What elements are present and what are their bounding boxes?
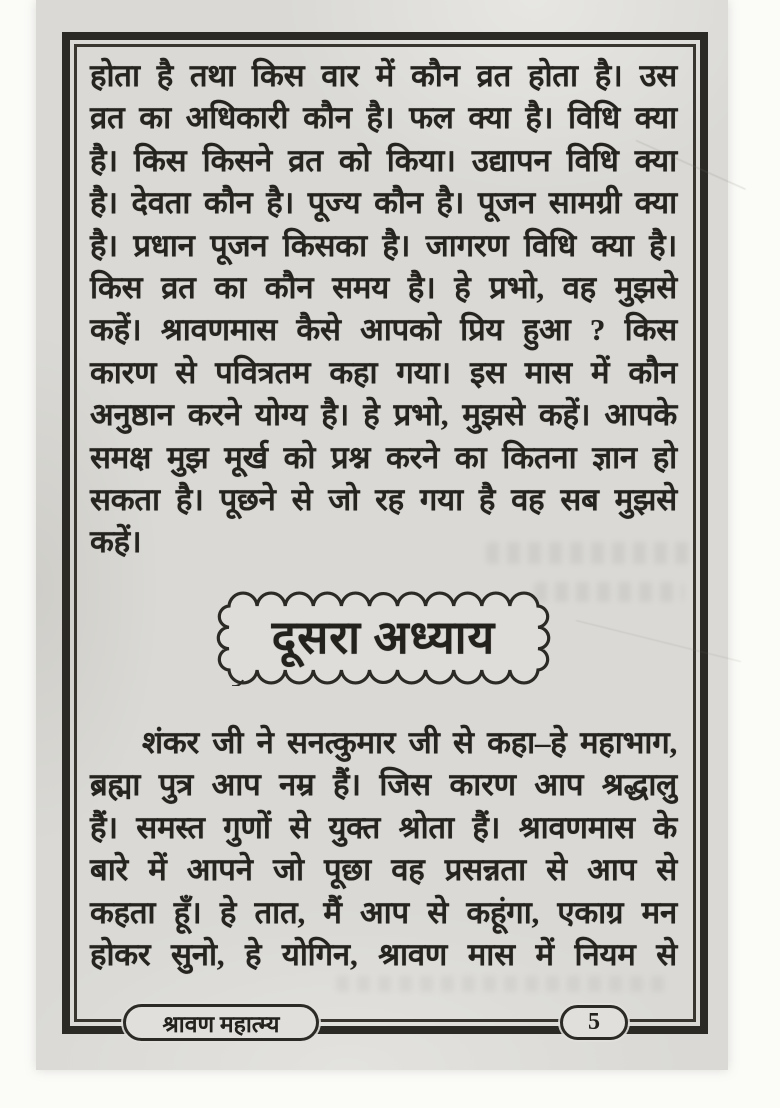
text-line: हैं। समस्त गुणों से युक्त श्रोता हैं। श्रावणमास के — [90, 809, 677, 845]
outer-border-frame — [62, 32, 708, 1034]
bleed-through-smudge — [336, 976, 666, 992]
chapter-heading-box — [215, 590, 552, 686]
text-line: व्रत का अधिकारी कौन है। फल क्या है। विधि क्या — [90, 100, 677, 136]
text-line: कारण से पवित्रतम कहा गया। इस मास में कौन — [90, 354, 677, 390]
text-line: होकर सुनो, हे योगिन, श्रावण मास में नियम से — [90, 936, 677, 972]
text-line: ब्रह्मा पुत्र आप नम्र हैं। जिस कारण आप श्रद्धालु — [90, 767, 677, 803]
text-line: कहें। — [90, 524, 142, 560]
body-paragraph-1 — [90, 55, 677, 564]
text-line: सकता है। पूछने से जो रह गया है वह सब मुझसे — [90, 482, 677, 518]
footer-page-number: 5 — [588, 1009, 600, 1035]
footer-book-title: श्रावण महात्म्य — [162, 1011, 280, 1037]
text-line: कहें। श्रावणमास कैसे आपको प्रिय हुआ ? किस — [90, 312, 677, 348]
inner-border-frame — [74, 44, 696, 1022]
text-line: है। किस किसने व्रत को किया। उद्यापन विधि क्या — [90, 142, 677, 178]
text-line: है। प्रधान पूजन किसका है। जागरण विधि क्या है। — [90, 227, 677, 263]
text-line: कहता हूँ। हे तात, मैं आप से कहूंगा, एकाग्र मन — [90, 894, 677, 930]
body-paragraph-2 — [90, 722, 677, 976]
bleed-through-smudge — [486, 542, 694, 564]
footer-book-title-badge — [123, 1004, 319, 1041]
text-line: किस व्रत का कौन समय है। हे प्रभो, वह मुझसे — [90, 270, 677, 306]
page-scan-paper — [36, 0, 728, 1070]
chapter-heading-title: दूसरा अध्याय — [271, 611, 496, 663]
bleed-through-smudge — [534, 582, 684, 602]
footer-page-number-badge — [560, 1005, 628, 1040]
text-line: बारे में आपने जो पूछा वह प्रसन्नता से आप से — [90, 852, 677, 888]
text-line: समक्ष मुझ मूर्ख को प्रश्न करने का कितना ज्ञान हो — [90, 439, 677, 475]
text-line: होता है तथा किस वार में कौन व्रत होता है। उस — [90, 58, 677, 93]
text-line: अनुष्ठान करने योग्य है। हे प्रभो, मुझसे कहें। आपके — [90, 397, 677, 433]
text-line: है। देवता कौन है। पूज्य कौन है। पूजन सामग्री क्या — [90, 185, 677, 221]
text-line: शंकर जी ने सनत्कुमार जी से कहा–हे महाभाग, — [142, 724, 677, 760]
page-content — [90, 55, 677, 976]
